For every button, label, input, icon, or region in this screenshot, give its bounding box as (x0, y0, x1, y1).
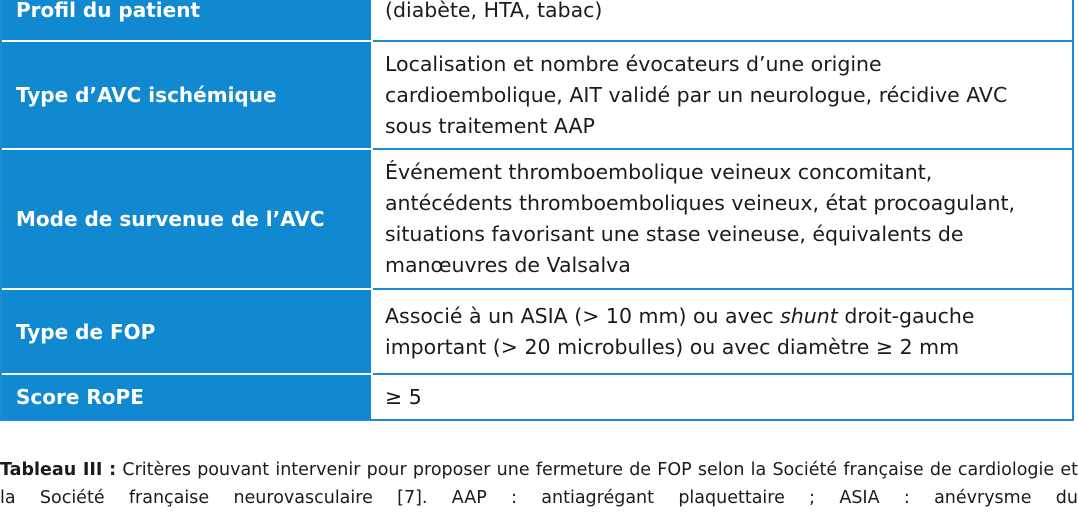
row-value-text: Localisation et nombre évocateurs d’une origine cardioembolique, AIT validé par un neurologue, récidive AVC sous traitement AAP (385, 51, 1008, 138)
row-label: Profil du patient (2, 0, 372, 41)
table-row (2, 0, 1072, 41)
row-label: Type d’AVC ischémique (2, 41, 372, 149)
row-label: Mode de survenue de l’AVC (2, 149, 372, 289)
caption-text: Critères pouvant intervenir pour proposer une fermeture de FOP selon la Société française de cardiologie et la Société française neurovasculaire [7]. AAP : antiagrégant plaquettaire ; ASIA : anévrysme du (0, 460, 1078, 508)
row-value (372, 289, 1072, 374)
row-value-italic: shunt (780, 303, 838, 328)
criteria-table (2, 0, 1072, 419)
table-row (2, 374, 1072, 419)
row-value-text: Associé à un ASIA (> 10 mm) ou avec (385, 303, 781, 328)
row-value-text: droit-gauche important (> 20 microbulles) ou avec diamètre ≥ 2 mm (385, 303, 975, 359)
row-value-text: Événement thromboembolique veineux concomitant, antécédents thromboemboliques veineux, état procoagulant, situations favorisant une stase veineuse, équivalents de manœuvres de Valsalva (385, 160, 1016, 277)
table-row (2, 41, 1072, 149)
table-caption (0, 456, 1078, 512)
table-row (2, 149, 1072, 289)
row-label: Type de FOP (2, 289, 372, 374)
row-value (372, 374, 1072, 419)
table-row (2, 289, 1072, 374)
row-value (372, 149, 1072, 289)
caption-title: Tableau III : (0, 460, 117, 480)
row-label: Score RoPE (2, 374, 372, 419)
row-value-text: ≥ 5 (385, 384, 422, 409)
row-value (372, 41, 1072, 149)
row-value (372, 0, 1072, 41)
row-value-text: (diabète, HTA, tabac) (385, 0, 603, 22)
